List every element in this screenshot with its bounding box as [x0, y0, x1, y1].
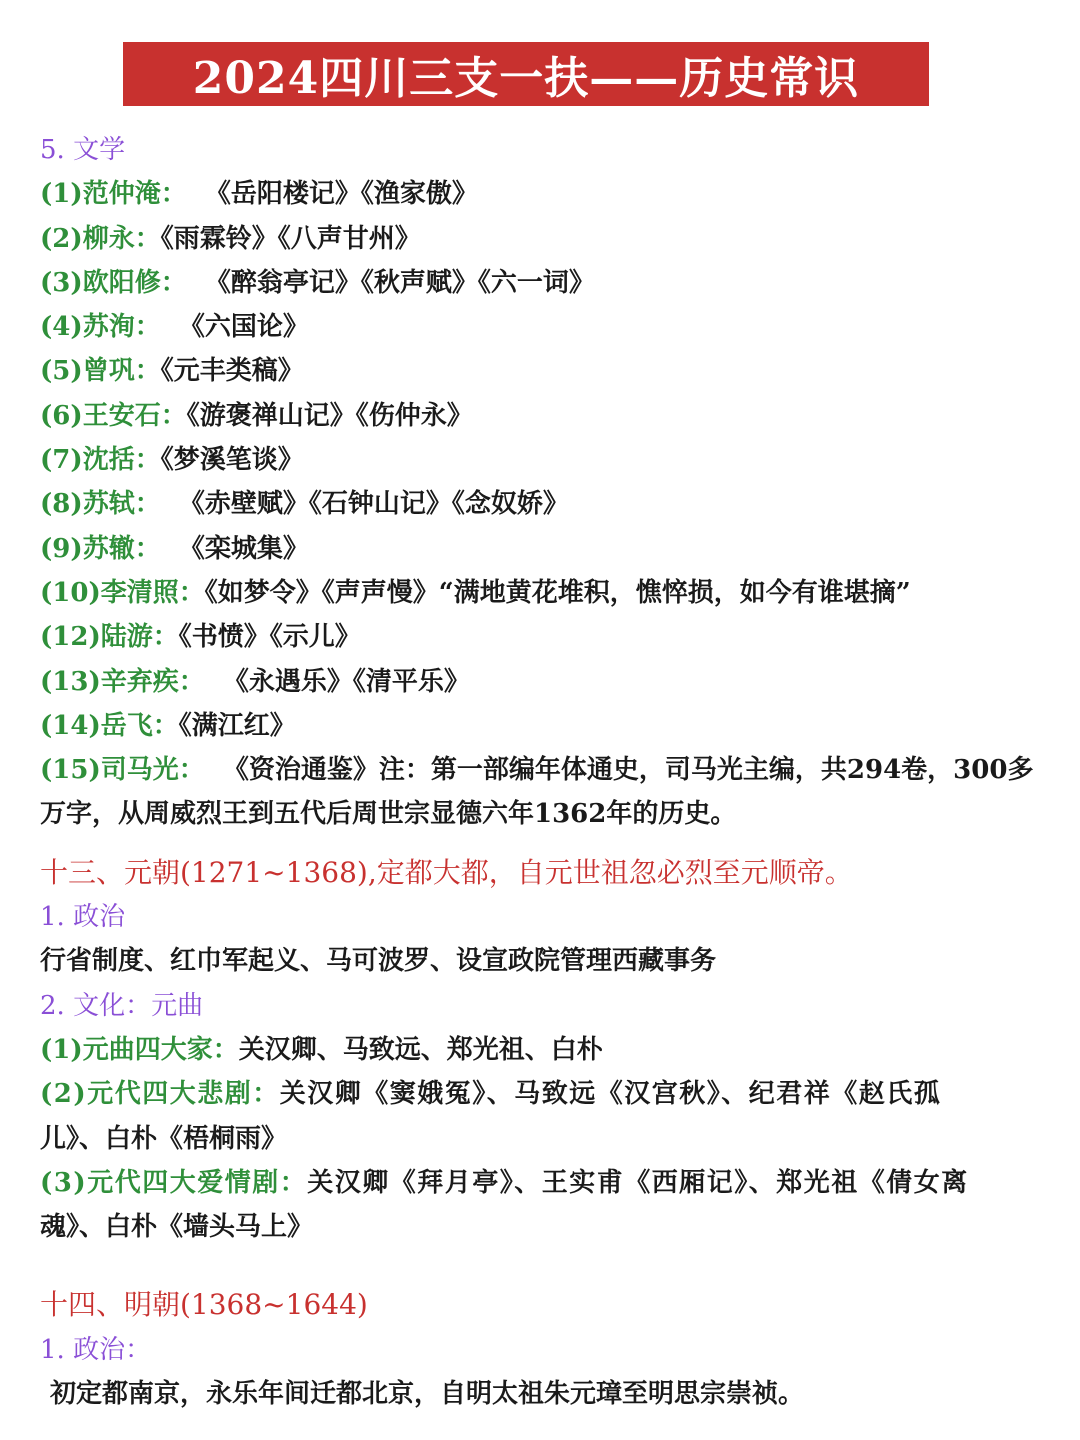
list-item-continuation: 魂》、白朴《墙头马上》: [40, 1212, 314, 1243]
list-item: (3)欧阳修： 《醉翁亭记》《秋声赋》《六一词》: [40, 267, 595, 298]
list-item: (4)苏洵： 《六国论》: [40, 312, 309, 343]
list-item: (12)陆游：《书愤》《示儿》: [40, 622, 361, 653]
list-item: (6)王安石：《游褒禅山记》《伤仲永》: [40, 400, 473, 431]
document-body: [40, 128, 1045, 1416]
list-item: (7)沈括：《梦溪笔谈》: [40, 445, 304, 476]
subheading-yuan-culture: 2. 文化：元曲: [40, 990, 204, 1021]
list-item-continuation: 万字，从周威烈王到五代后周世宗显德六年1362年的历史。: [40, 799, 737, 830]
list-item: (3)元代四大爱情剧：关汉卿《拜月亭》、王实甫《西厢记》、郑光祖《倩女离: [40, 1167, 969, 1198]
title-banner: [123, 42, 929, 106]
list-item: (2)柳永：《雨霖铃》《八声甘州》: [40, 223, 421, 254]
page-title: 2024四川三支一扶——历史常识: [192, 53, 860, 104]
list-item: (1)范仲淹： 《岳阳楼记》《渔家傲》: [40, 179, 478, 210]
list-item-continuation: 儿》、白朴《梧桐雨》: [40, 1123, 288, 1154]
subheading-ming-politics: 1. 政治：: [40, 1334, 152, 1365]
list-item: (1)元曲四大家：关汉卿、马致远、郑光祖、白朴: [40, 1034, 603, 1065]
section-heading-ming: 十四、明朝(1368~1644): [40, 1288, 368, 1322]
subheading-yuan-politics: 1. 政治: [40, 902, 126, 933]
list-item: (10)李清照：《如梦令》《声声慢》“满地黄花堆积，憔悴损，如今有谁堪摘”: [40, 577, 911, 608]
spacer: [40, 837, 1045, 851]
list-item: (2)元代四大悲剧：关汉卿《窦娥冤》、马致远《汉宫秋》、纪君祥《赵氏孤: [40, 1079, 942, 1110]
section-heading-yuan: 十三、元朝(1271~1368),定都大都，自元世祖忽必烈至元顺帝。: [40, 855, 853, 889]
list-item: (13)辛弃疾： 《永遇乐》《清平乐》: [40, 666, 470, 697]
list-item: (5)曾巩：《元丰类稿》: [40, 356, 304, 387]
section-heading-literature: 5. 文学: [40, 135, 126, 165]
yuan-politics-text: 行省制度、红巾军起义、马可波罗、设宣政院管理西藏事务: [40, 946, 717, 977]
list-item: (8)苏轼： 《赤壁赋》《石钟山记》《念奴娇》: [40, 489, 569, 520]
ming-politics-text: 初定都南京，永乐年间迁都北京，自明太祖朱元璋至明思宗崇祯。: [50, 1379, 805, 1410]
spacer: [40, 1249, 1045, 1283]
list-item: (14)岳飞：《满江红》: [40, 710, 296, 741]
list-item: (15)司马光： 《资治通鉴》注：第一部编年体通史，司马光主编，共294卷，300多: [40, 755, 1034, 786]
list-item: (9)苏辙： 《栾城集》: [40, 533, 309, 564]
